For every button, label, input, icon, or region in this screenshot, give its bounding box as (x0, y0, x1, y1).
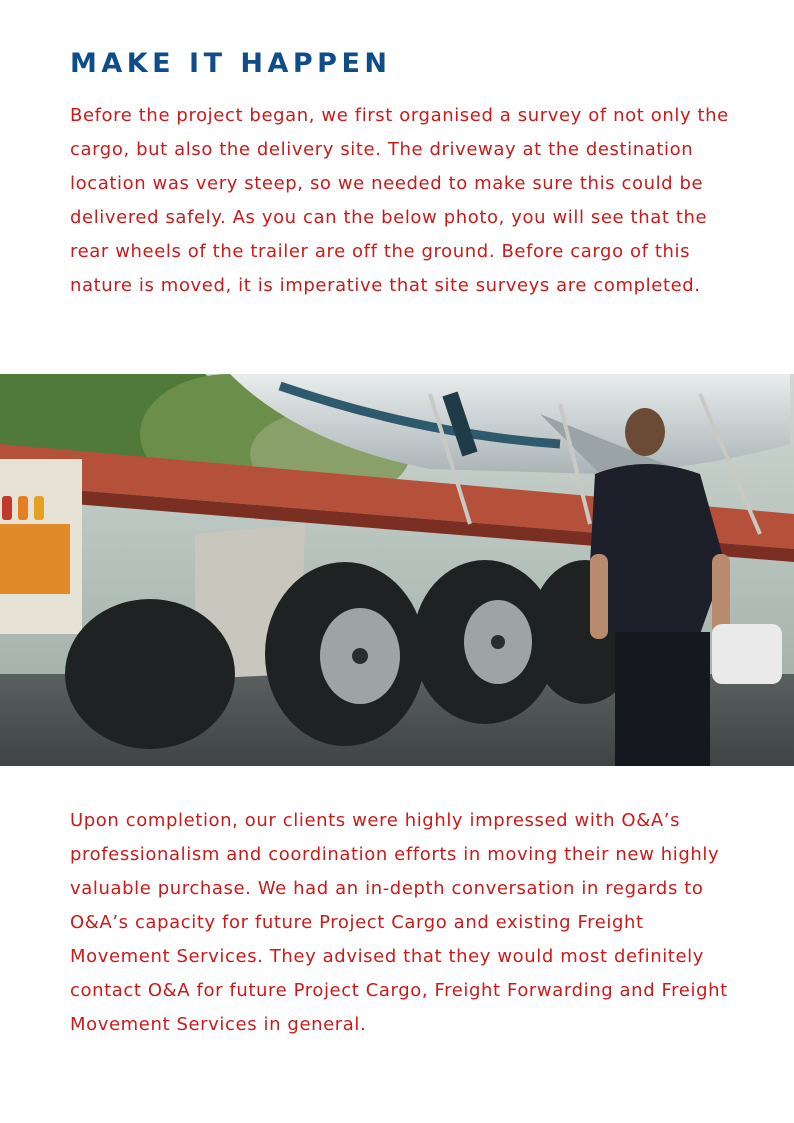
truck-cargo-photo (0, 374, 794, 766)
conclusion-paragraph: Upon completion, our clients were highly impressed with O&A’s professionalism and coordination efforts in moving their new highly valuable purchase. We had an in-depth conversation in regards to O&A’s capacity for future Project Cargo and existing Freight Movement Services. They advised that they would most definitely contact O&A for future Project Cargo, Freight Forwarding and Freight Movement Services in general. (70, 810, 728, 1035)
truck-photo-illustration (0, 374, 794, 766)
intro-paragraph: Before the project began, we first organised a survey of not only the cargo, but also the delivery site. The driveway at the destination location was very steep, so we needed to make sure this could be delivered safely. As you can the below photo, you will see that the rear wheels of the trailer are off the ground. Before cargo of this nature is moved, it is imperative that site surveys are completed. (70, 105, 729, 296)
page-title: MAKE IT HAPPEN (70, 48, 392, 79)
